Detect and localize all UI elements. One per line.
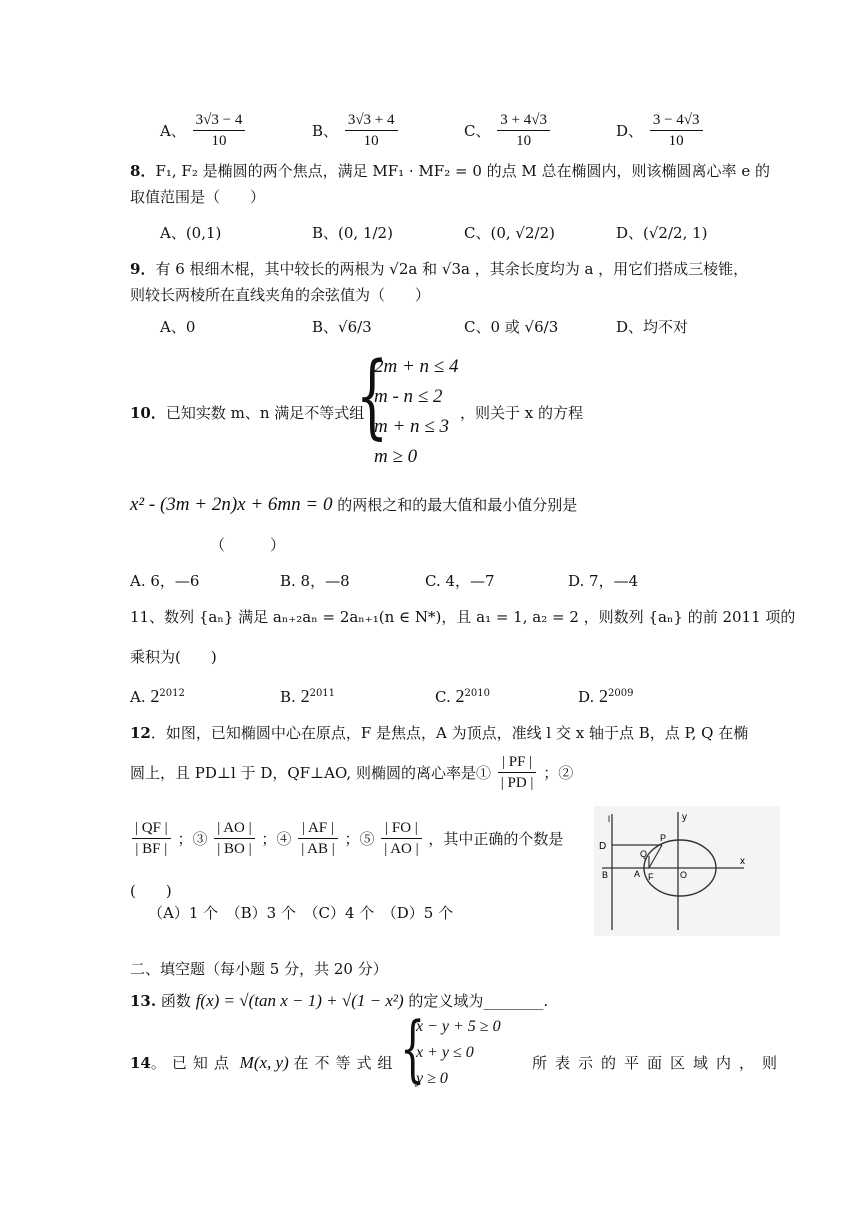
question-text: 、数列 {aₙ} 满足 aₙ₊₂aₙ = 2aₙ₊₁(n ∈ N*)，且 a₁ = 1, a₂ = 2 ，则数列 {aₙ} 的前 2011 项的 [149,608,796,626]
label-b: B [602,870,609,880]
question-8-line2: 取值范围是（ ） [130,188,266,206]
question-9: 9．有 6 根细木棍，其中较长的两根为 √2a 和 √3a ，其余长度均为 a ，用它们搭成三棱锥， [130,260,749,278]
question-14-post: 所表示的平面区域内，则 [532,1054,786,1072]
label-f: F [648,872,654,882]
q11-option-a: A. $2^{2012}$ [130,686,185,706]
option-label: D、 [616,122,644,140]
question-10-line2 [130,494,577,516]
question-10: 10．已知实数 m、n 满足不等式组 [130,404,365,422]
question-13: 13. 函数 f(x) = √(tan x − 1) + √(1 − x²) 的定义域为________. [130,991,549,1010]
fraction-af-ab: $\frac{| AF |}{| AB |}$ [298,818,338,859]
question-8: 8．F₁, F₂ 是椭圆的两个焦点，满足 MF₁ · MF₂ = 0 的点 M 总在椭圆内，则该椭圆离心率 e 的 [130,162,770,180]
option-label: B、 [312,122,339,140]
question-10-paren: （ ） [210,536,286,554]
question-number: 11 [130,608,150,626]
question-12-options: （A）1 个 （B）3 个 （C）4 个 （D）5 个 [148,904,454,922]
q7-option-d [616,110,705,151]
question-number: 10 [130,404,151,422]
fraction-fo-ao: $\frac{| FO |}{| AO |}$ [381,818,421,859]
question-9-line2: 则较长两棱所在直线夹角的余弦值为（ ） [130,286,431,304]
question-text: ．如图，已知椭圆中心在原点，F 是焦点，A 为顶点，准线 l 交 x 轴于点 B，点 P, Q 在椭 [150,724,749,742]
question-14: 14。已知点 M(x, y) 在不等式组 [130,1053,399,1072]
q9-option-b: B、√6/3 [312,318,372,336]
left-brace: { [356,342,389,449]
label-a: A [634,869,641,879]
equation: x² - (3m + 2n)x + 6mn = 0 [130,494,333,515]
section-heading: 二、填空题（每小题 5 分，共 20 分） [130,960,388,978]
label-l: l [608,814,610,824]
option-label: C、 [464,122,491,140]
question-11 [130,606,795,627]
question-text: F₁, F₂ 是椭圆的两个焦点，满足 MF₁ · MF₂ = 0 的点 M 总在椭圆内，则该椭圆离心率 e 的 [155,162,770,180]
label-o: O [680,870,688,880]
fraction: $\frac{3 - 4√3}{10}$ [650,110,703,151]
question-10-text-b: ，则关于 x 的方程 [460,404,583,422]
question-12 [130,722,748,743]
q8-option-d: D、(√2/2, 1) [616,224,708,242]
label-d: D [599,841,607,852]
question-12-paren: ( ) [130,882,172,900]
fraction-pf-pd: $\frac{| PF |}{| PD |}$ [498,752,537,793]
fraction-ao-bo: $\frac{| AO |}{| BO |}$ [214,818,254,859]
q11-option-d: D. $2^{2009}$ [578,686,634,706]
q11-option-c: C. $2^{2010}$ [435,686,490,706]
fraction: $\frac{3 + 4√3}{10}$ [497,110,550,151]
q8-option-c: C、(0, √2/2) [464,224,555,242]
inequality-system-14: x − y + 5 ≥ 0 x + y ≤ 0 y ≥ 0 [416,1018,501,1087]
question-11-line2: 乘积为( ) [130,648,217,666]
label-x: x [740,856,745,867]
fraction-qf-bf: $\frac{| QF |}{| BF |}$ [132,818,171,859]
question-text: 有 6 根细木棍，其中较长的两根为 √2a 和 √3a ，其余长度均为 a ，用它们搭成三棱锥， [155,260,749,278]
question-number: 13. [130,992,157,1010]
ellipse-figure [594,806,780,936]
fraction: $\frac{3√3 + 4}{10}$ [345,110,398,151]
q10-option-b: B. 8，—8 [280,572,350,590]
label-y: y [682,812,687,823]
question-number: 9 [130,260,141,278]
q7-option-c [464,110,552,151]
q7-option-b [312,110,400,151]
question-text: 已知实数 m、n 满足不等式组 [165,404,365,422]
label-p: P [660,833,667,843]
left-brace: { [400,1006,426,1090]
q8-option-b: B、(0, 1/2) [312,224,393,242]
function-expression: f(x) = √(tan x − 1) + √(1 − x²) [195,991,404,1010]
q10-option-d: D. 7，—4 [568,572,639,590]
q9-option-a: A、0 [160,318,196,336]
option-label: A、 [160,122,186,140]
question-text: 的两根之和的最大值和最小值分别是 [337,496,578,514]
q8-option-a: A、(0,1) [160,224,222,242]
question-12-line2: 圆上，且 PD⊥l 于 D，QF⊥AO, 则椭圆的离心率是① $\frac{| PF |}{| PD |}$ ；② [130,754,574,791]
q10-option-c: C. 4，—7 [425,572,495,590]
question-number: 8 [130,162,141,180]
label-q: Q [640,849,648,859]
q11-option-b: B. $2^{2011}$ [280,686,336,706]
q7-option-a [160,110,247,151]
question-number: 14 [130,1054,151,1072]
question-12-line3: $\frac{| QF |}{| BF |}$ ；③ $\frac{| AO |}{| BO |}$ ；④ $\frac{| AF |}{| AB |}$ ；⑤ $\frac{| FO |}{| AO |}$ ，其中正确的个数是 [130,818,563,859]
q9-option-d: D、均不对 [616,318,689,336]
inequality-system: 2m + n ≤ 4 m - n ≤ 2 m + n ≤ 3 m ≥ 0 [374,356,459,467]
q9-option-c: C、0 或 √6/3 [464,318,559,336]
question-number: 12 [130,724,151,742]
fraction: $\frac{3√3 - 4}{10}$ [193,110,246,151]
q10-option-a: A. 6，—6 [130,572,200,590]
